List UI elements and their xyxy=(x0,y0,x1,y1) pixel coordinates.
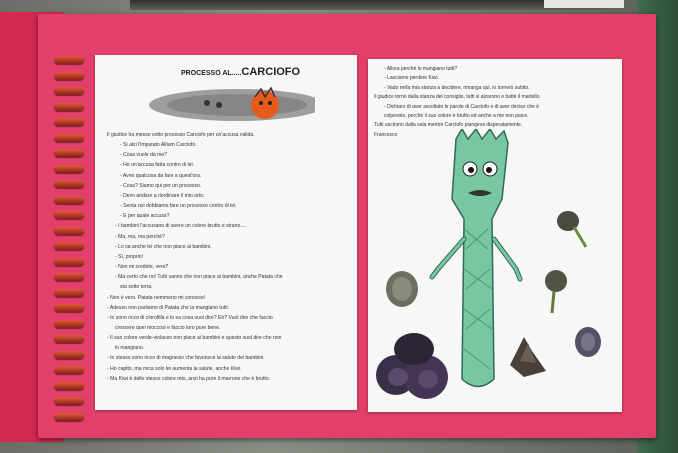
artichoke-photo-5 xyxy=(572,324,604,364)
left-page xyxy=(95,55,357,410)
artichoke-photo-2 xyxy=(554,209,590,249)
binder-cover xyxy=(38,14,656,438)
spiral-ring xyxy=(54,87,84,95)
page-title: PROCESSO AL.....CARCIOFO xyxy=(181,66,301,78)
spiral-ring xyxy=(54,335,84,343)
story-ending-text: - Allora perché lo mangiano tutti? - Lasciamo perdere Kiwi. - Vado nella mia stanza a decidere, rimanga qui, io tornerò subito. Il giudice tornò dalla stanza del consiglio, tutti si alzarono e battè il martello. - Dichiaro di aver ascoltato le parole di Carciofo e di aver deciso che è colpevole, perché il suo colore è brutto ed anche a me non piace. Tutti uscirono dalla sala mentre Carciofo piangeva disperatamente. Francesco xyxy=(374,66,541,138)
purple-artichokes-photo xyxy=(374,331,452,403)
spiral-ring xyxy=(54,351,84,359)
spiral-ring xyxy=(54,382,84,390)
artichoke-photo-3 xyxy=(542,269,570,313)
spiral-ring xyxy=(54,242,84,250)
spiral-ring xyxy=(54,320,84,328)
spiral-binding xyxy=(54,56,90,426)
artichoke-sketch xyxy=(137,83,315,129)
spiral-ring xyxy=(54,366,84,374)
spiral-ring xyxy=(54,289,84,297)
spiral-ring xyxy=(54,413,84,421)
background-shadow xyxy=(130,0,610,10)
spiral-ring xyxy=(54,273,84,281)
spiral-ring xyxy=(54,165,84,173)
spiral-ring xyxy=(54,227,84,235)
spiral-ring xyxy=(54,56,84,64)
story-text: Il giudice ha messo sotto processo Carciofo per un'accusa valida. - Si alzi l'imputato Allium Carciofo. - Cosa vuole da me? - Ho un'accusa fatta contro di lei. - Avrei qualcosa da fare a quest'ora. - Cosa? Siamo qui per un processo. - Devo andare a riordinare il mio orto. - Senta noi dobbiamo fare un processo contro di lei. - E per quale accusa? - I bambini l'accusano di avere un colore brutto e strano.... - Ma, ma, ma perché? - Lo sa anche lei che non piace ai bambini. - Sì, proprio! - Non mi credete, vero? - Ma certo che no! Tutti sanno che non piace ai bambini, anche Patata che sta sotto terra. - Non è vero. Patata nemmeno mi conosce! - Adesso non parliamo di Patata che la mangiano tutti. - Io sono ricco di clorofilla e lo sa cosa vuol dire? Eh? Vuol dire che faccio crescere quei moccosi e faccio loro pure bene. - Il suo colore verde-violaceo non piace ai bambini e questo vuol dire che non lo mangiano. - Io stesso sono ricco di magnesio che favorisce la salute dei bambini. - Ho capito, ma mica solo lei aumenta la salute, anche Kiwi. - Ma Kiwi è dello stesso colore mio, anzi ha pure il marrone che è brutto. xyxy=(107,132,283,382)
spiral-ring xyxy=(54,211,84,219)
artichoke-photo-1 xyxy=(384,269,420,309)
right-page xyxy=(368,59,622,412)
background-paper xyxy=(544,0,624,8)
spiral-ring xyxy=(54,304,84,312)
spiral-ring xyxy=(54,134,84,142)
artichoke-photo-4 xyxy=(506,331,550,381)
spiral-ring xyxy=(54,72,84,80)
spiral-ring xyxy=(54,149,84,157)
spiral-ring xyxy=(54,118,84,126)
spiral-ring xyxy=(54,196,84,204)
spiral-ring xyxy=(54,397,84,405)
spiral-ring xyxy=(54,103,84,111)
spiral-ring xyxy=(54,258,84,266)
spiral-ring xyxy=(54,180,84,188)
